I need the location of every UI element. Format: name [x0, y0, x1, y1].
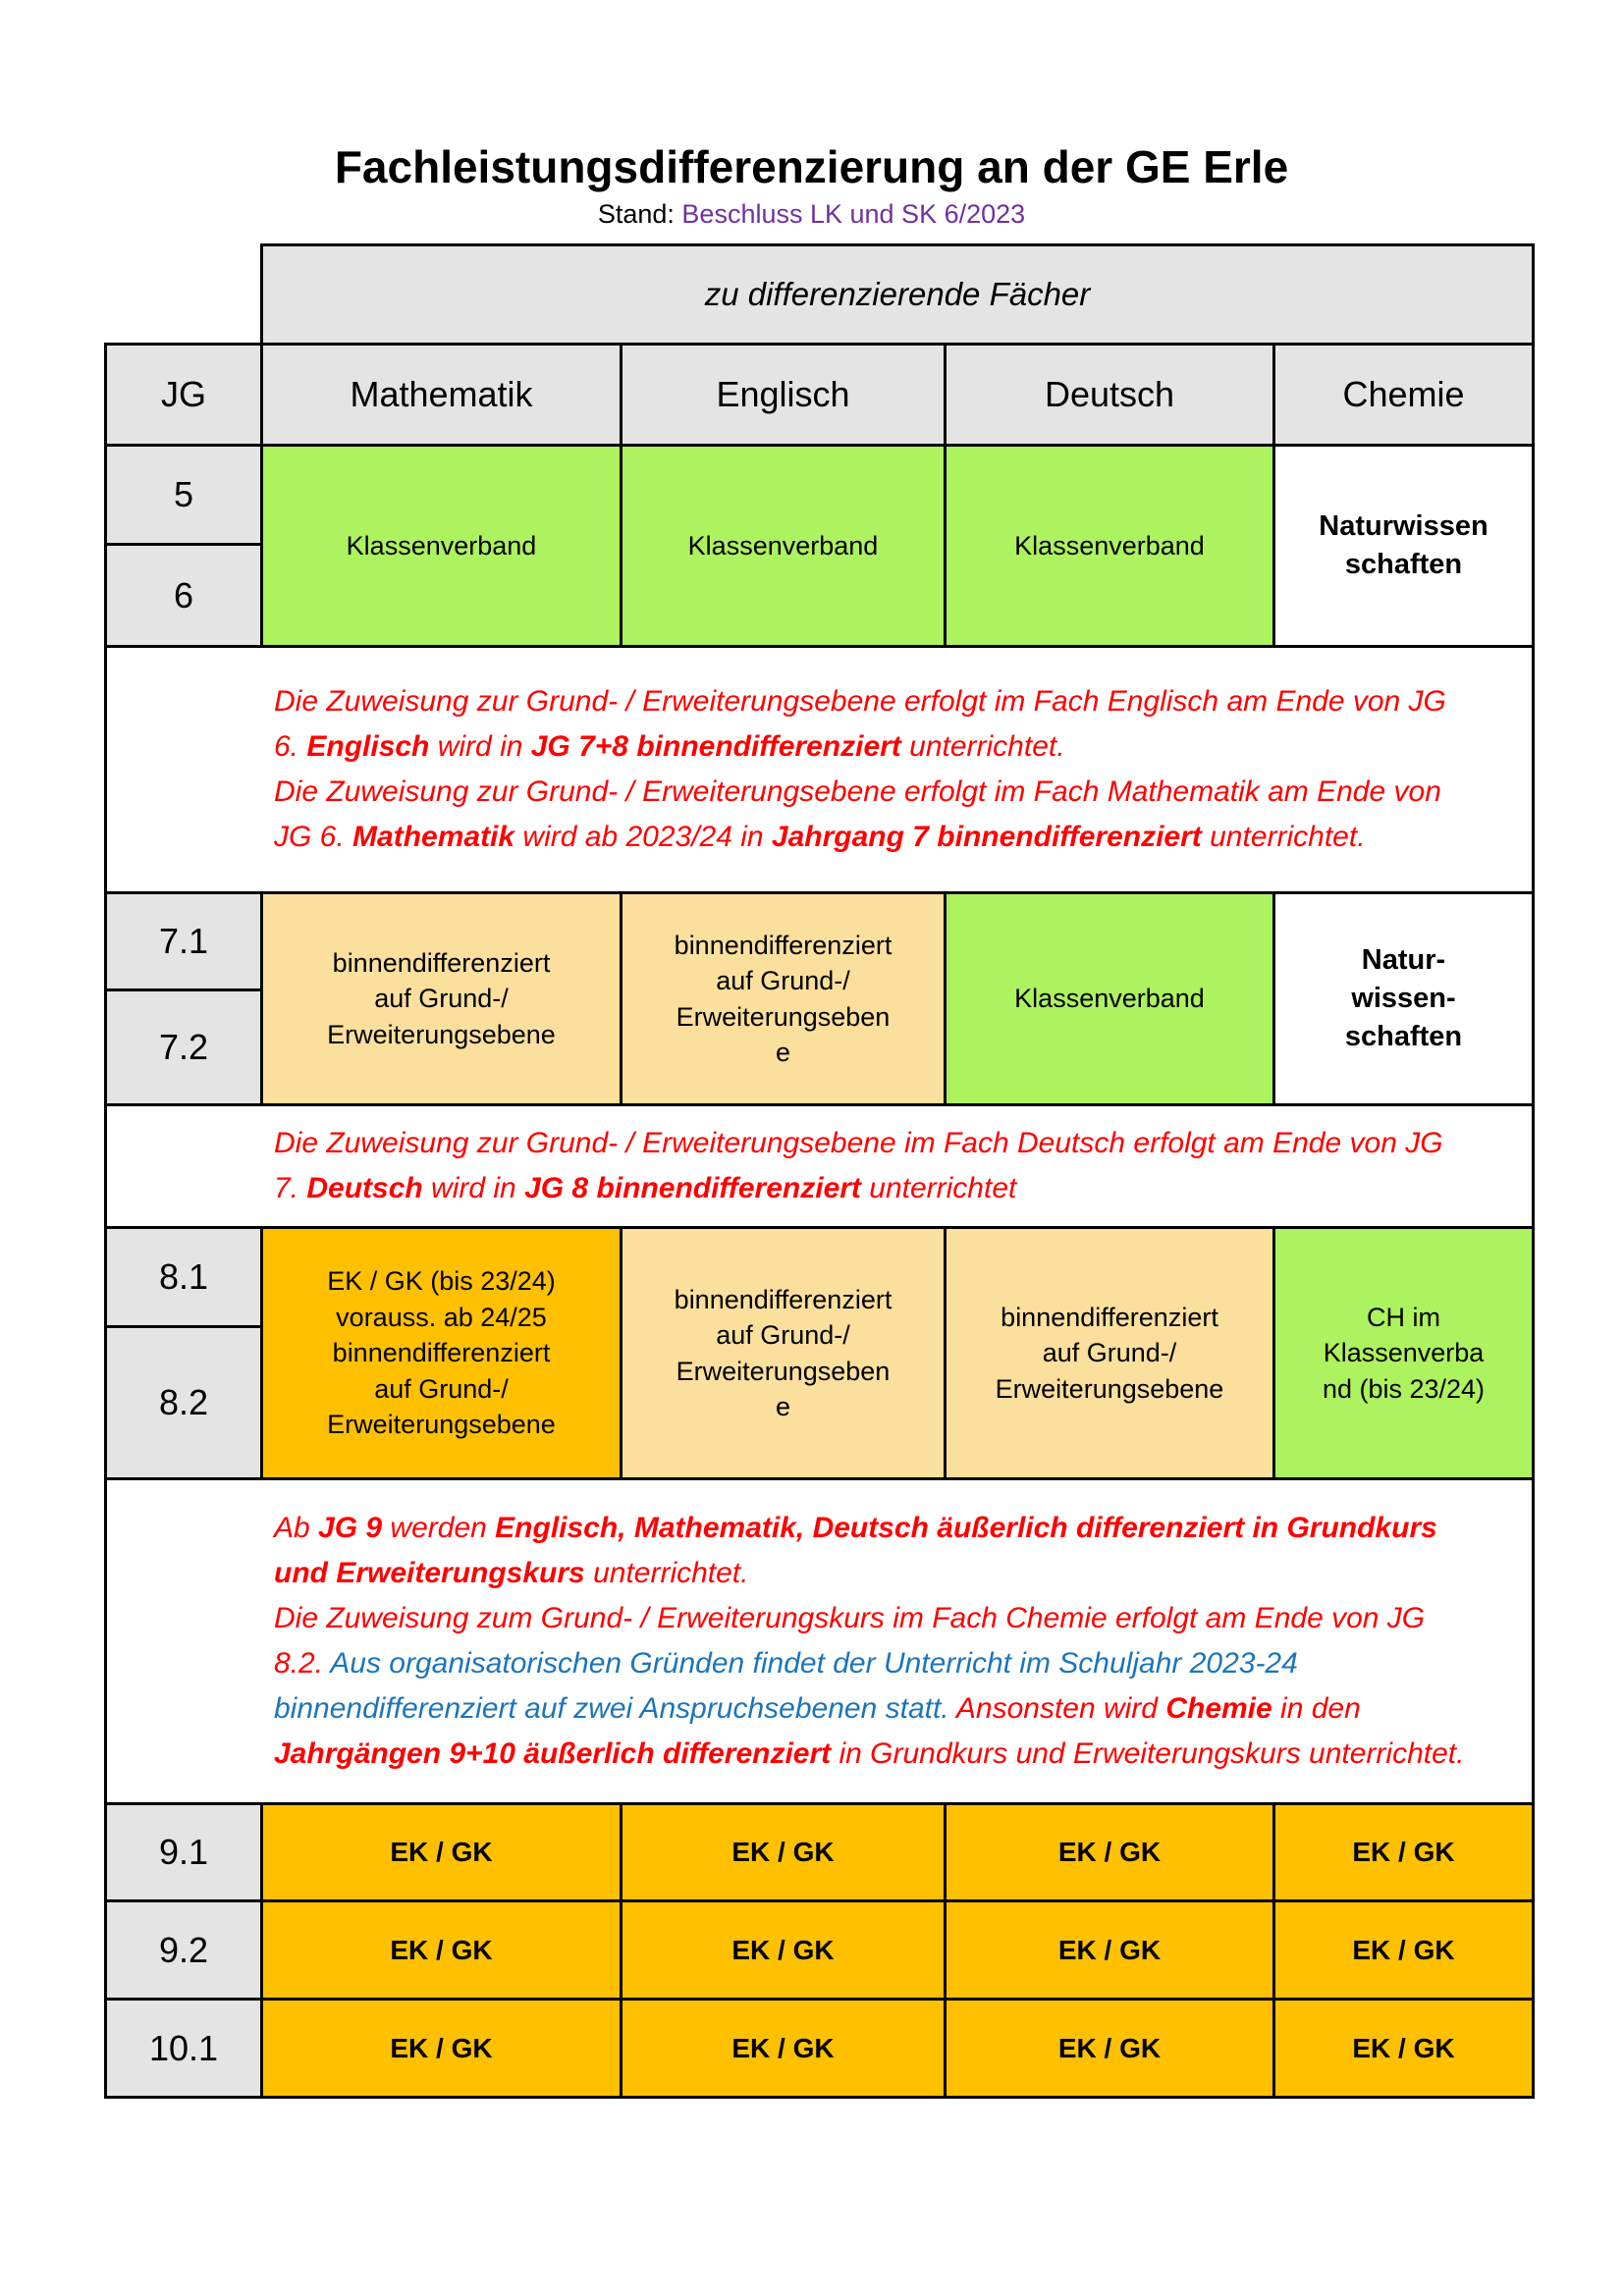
cell-5-6-englisch: Klassenverband	[622, 446, 946, 647]
jg-cell-7-2: 7.2	[106, 990, 262, 1105]
cell-5-6-mathematik: Klassenverband	[262, 446, 622, 647]
cell-7-chemie: Natur- wissen- schaften	[1274, 893, 1534, 1105]
jg-cell-10-1: 10.1	[106, 2000, 262, 2098]
note-after-8	[106, 1479, 1534, 1804]
row-grade-9-2	[106, 1901, 1534, 2000]
column-header-englisch: Englisch	[622, 345, 946, 446]
cell-8-englisch: binnendifferenziert auf Grund-/ Erweiterungseben e	[622, 1228, 946, 1479]
cell-5-6-deutsch: Klassenverband	[946, 446, 1274, 647]
row-grade-7-1	[106, 893, 1534, 990]
cell-7-mathematik: binnendifferenziert auf Grund-/ Erweiterungsebene	[262, 893, 622, 1105]
row-grade-10-1	[106, 2000, 1534, 2098]
note-after-8-p1: Ab JG 9 werden Englisch, Mathematik, Deutsch äußerlich differenziert in Grundkurs und Erweiterungskurs unterrichtet.	[274, 1512, 1437, 1589]
differentiation-table	[104, 243, 1535, 2099]
cell-9-1-deutsch: EK / GK	[946, 1804, 1274, 1901]
cell-9-2-chemie: EK / GK	[1274, 1901, 1534, 2000]
span-header-cell: zu differenzierende Fächer	[262, 245, 1534, 345]
cell-7-englisch: binnendifferenziert auf Grund-/ Erweiterungseben e	[622, 893, 946, 1105]
jg-cell-8-1: 8.1	[106, 1228, 262, 1327]
cell-9-1-mathematik: EK / GK	[262, 1804, 622, 1901]
jg-cell-6: 6	[106, 545, 262, 647]
note-after-6-p2: Die Zuweisung zur Grund- / Erweiterungsebene erfolgt im Fach Mathematik am Ende von JG 6. Mathematik wird ab 2023/24 in Jahrgang 7 binnendifferenziert unterrichtet.	[274, 775, 1441, 853]
jg-cell-9-1: 9.1	[106, 1804, 262, 1901]
row-note-after-7	[106, 1105, 1534, 1228]
cell-9-2-englisch: EK / GK	[622, 1901, 946, 2000]
column-header-chemie: Chemie	[1274, 345, 1534, 446]
cell-9-1-englisch: EK / GK	[622, 1804, 946, 1901]
column-header-mathematik: Mathematik	[262, 345, 622, 446]
stand-label: Stand:	[597, 199, 675, 229]
note-after-6-p1: Die Zuweisung zur Grund- / Erweiterungsebene erfolgt im Fach Englisch am Ende von JG 6. Englisch wird in JG 7+8 binnendifferenziert unterrichtet.	[274, 685, 1446, 763]
cell-8-chemie: CH im Klassenverba nd (bis 23/24)	[1274, 1228, 1534, 1479]
row-grade-8-1	[106, 1228, 1534, 1327]
stand-value: Beschluss LK und SK 6/2023	[681, 199, 1026, 229]
cell-8-mathematik: EK / GK (bis 23/24) vorauss. ab 24/25 binnendifferenziert auf Grund-/ Erweiterungsebene	[262, 1228, 622, 1479]
cell-10-1-deutsch: EK / GK	[946, 2000, 1274, 2098]
cell-10-1-mathematik: EK / GK	[262, 2000, 622, 2098]
column-header-jg: JG	[106, 345, 262, 446]
column-header-row	[106, 345, 1534, 446]
cell-10-1-chemie: EK / GK	[1274, 2000, 1534, 2098]
cell-8-deutsch: binnendifferenziert auf Grund-/ Erweiterungsebene	[946, 1228, 1274, 1479]
column-header-deutsch: Deutsch	[946, 345, 1274, 446]
span-header-row	[106, 245, 1534, 345]
page-title: Fachleistungsdifferenzierung an der GE Erle	[334, 141, 1289, 192]
cell-9-2-deutsch: EK / GK	[946, 1901, 1274, 2000]
row-grade-5	[106, 446, 1534, 545]
jg-cell-5: 5	[106, 446, 262, 545]
blank-corner-cell	[106, 245, 262, 345]
row-note-after-8	[106, 1479, 1534, 1804]
jg-cell-9-2: 9.2	[106, 1901, 262, 2000]
cell-10-1-englisch: EK / GK	[622, 2000, 946, 2098]
note-after-7-p1: Die Zuweisung zur Grund- / Erweiterungsebene im Fach Deutsch erfolgt am Ende von JG 7. Deutsch wird in JG 8 binnendifferenziert unterrichtet	[274, 1127, 1443, 1204]
note-after-8-p2: Die Zuweisung zum Grund- / Erweiterungskurs im Fach Chemie erfolgt am Ende von JG 8.2. Aus organisatorischen Gründen findet der Unterricht im Schuljahr 2023-24 binnendifferenziert auf zwei Anspruchsebenen statt. Ansonsten wird Chemie in den Jahrgängen 9+10 äußerlich differenziert in Grundkurs und Erweiterungskurs unterrichtet.	[274, 1602, 1465, 1770]
cell-9-2-mathematik: EK / GK	[262, 1901, 622, 2000]
cell-5-6-chemie: Naturwissen schaften	[1274, 446, 1534, 647]
cell-9-1-chemie: EK / GK	[1274, 1804, 1534, 1901]
page-subtitle	[0, 198, 1623, 230]
jg-cell-8-2: 8.2	[106, 1327, 262, 1479]
row-note-after-6	[106, 647, 1534, 893]
row-grade-9-1	[106, 1804, 1534, 1901]
cell-7-deutsch: Klassenverband	[946, 893, 1274, 1105]
note-after-7	[106, 1105, 1534, 1228]
note-after-6	[106, 647, 1534, 893]
jg-cell-7-1: 7.1	[106, 893, 262, 990]
